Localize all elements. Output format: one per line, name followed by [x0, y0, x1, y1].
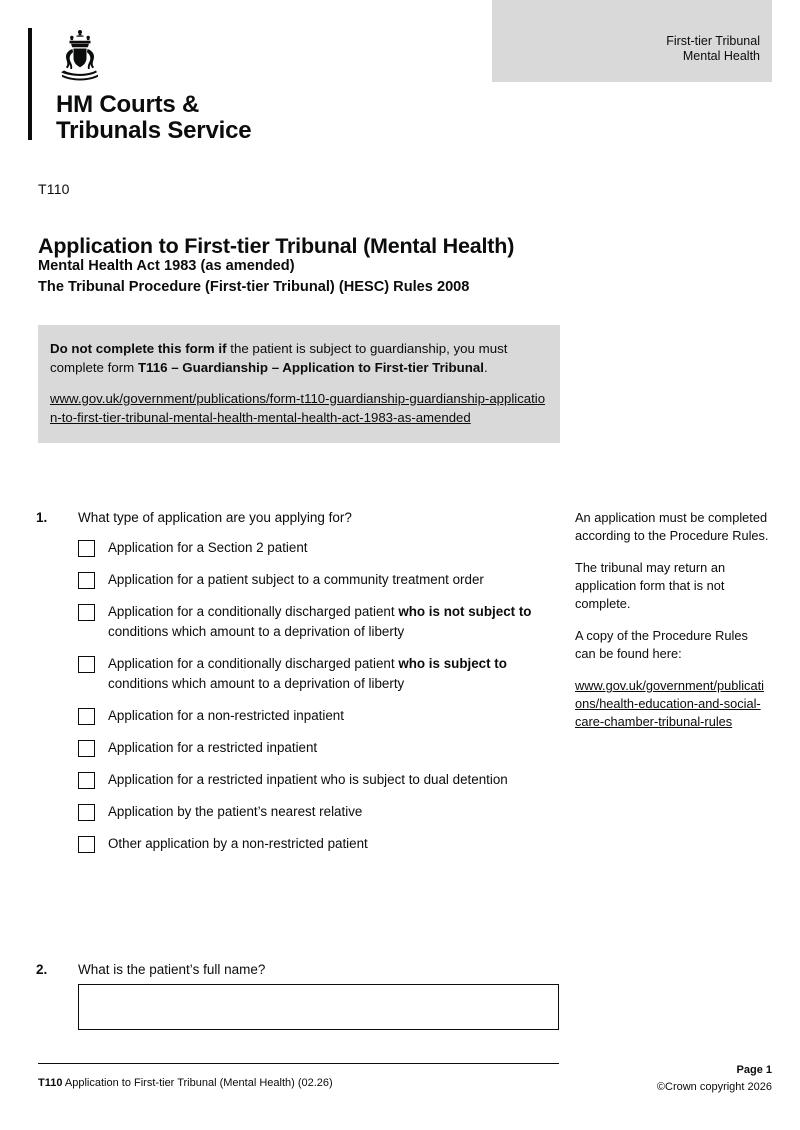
logo-rule	[28, 28, 32, 140]
option-conditionally-discharged-subject[interactable]	[78, 654, 568, 694]
organisation-name	[56, 92, 251, 144]
footer-divider	[38, 1063, 559, 1064]
guidance-paragraph-1: An application must be completed according to the Procedure Rules.	[575, 510, 769, 543]
header-band	[492, 0, 772, 82]
page-number: Page 1	[736, 1064, 772, 1076]
option-section-2-patient[interactable]	[78, 538, 568, 558]
option-other-non-restricted[interactable]	[78, 834, 568, 854]
form-code: T110	[38, 181, 70, 197]
question-2-text: What is the patient’s full name?	[78, 962, 266, 977]
option-label-pre: Application for a conditionally discharged patient	[108, 604, 399, 619]
footer-form-code: T110	[38, 1077, 63, 1089]
document-subtitle-line2: The Tribunal Procedure (First-tier Tribunal) (HESC) Rules 2008	[38, 279, 470, 295]
notice-text	[50, 339, 546, 377]
option-non-restricted-inpatient[interactable]	[78, 706, 568, 726]
copyright-notice: ©Crown copyright 2026	[656, 1081, 772, 1093]
hmcts-logo	[28, 28, 448, 144]
royal-crest-icon	[44, 28, 251, 84]
guardianship-notice	[38, 325, 560, 443]
option-label-post: conditions which amount to a deprivation of liberty	[108, 624, 405, 639]
document-subtitle	[38, 256, 469, 298]
option-label: Application for a Section 2 patient	[108, 540, 308, 555]
footer-page-info	[657, 1062, 772, 1096]
option-label: Application for a restricted inpatient who is subject to dual detention	[108, 772, 508, 787]
checkbox-icon[interactable]	[78, 772, 95, 789]
option-label-pre: Application for a conditionally discharged patient	[108, 656, 399, 671]
option-conditionally-discharged-not-subject[interactable]	[78, 602, 568, 642]
checkbox-icon[interactable]	[78, 656, 95, 673]
option-label-post: conditions which amount to a deprivation of liberty	[108, 676, 405, 691]
option-label-bold: who is subject to	[398, 656, 507, 671]
notice-bold-lead: Do not complete this form if	[50, 341, 227, 356]
question-1-text: What type of application are you applying for?	[78, 510, 352, 525]
question-2-number: 2.	[36, 962, 48, 977]
option-label: Application by the patient’s nearest relative	[108, 804, 363, 819]
option-label: Application for a patient subject to a community treatment order	[108, 572, 484, 587]
checkbox-icon[interactable]	[78, 804, 95, 821]
option-community-treatment-order[interactable]	[78, 570, 568, 590]
notice-text-mid: the patient is subject to guardianship, you must complete form	[50, 341, 508, 375]
guidance-paragraph-2: The tribunal may return an application form that is not complete.	[575, 560, 726, 611]
option-nearest-relative[interactable]	[78, 802, 568, 822]
option-restricted-inpatient-dual-detention[interactable]	[78, 770, 568, 790]
checkbox-icon[interactable]	[78, 540, 95, 557]
option-label: Application for a non-restricted inpatient	[108, 708, 344, 723]
checkbox-icon[interactable]	[78, 836, 95, 853]
tribunal-identifier-line2: Mental Health	[682, 49, 760, 63]
option-label: Other application by a non-restricted patient	[108, 836, 368, 851]
tribunal-identifier-line1: First-tier Tribunal	[666, 34, 760, 48]
page-title: Application to First-tier Tribunal (Mental Health)	[38, 234, 515, 259]
checkbox-icon[interactable]	[78, 604, 95, 621]
notice-bold-form: T116 – Guardianship – Application to First-tier Tribunal	[137, 360, 484, 375]
checkbox-icon[interactable]	[78, 740, 95, 757]
checkbox-icon[interactable]	[78, 572, 95, 589]
organisation-name-line1: HM Courts &	[56, 91, 200, 118]
tribunal-identifier	[666, 34, 760, 64]
option-restricted-inpatient[interactable]	[78, 738, 568, 758]
option-label-bold: who is not subject to	[398, 604, 532, 619]
guidance-sidebar	[575, 509, 771, 731]
question-1-number: 1.	[36, 510, 48, 525]
guidance-paragraph-3: A copy of the Procedure Rules can be found here:	[575, 628, 748, 661]
footer-form-description: Application to First-tier Tribunal (Mental Health) (02.26)	[62, 1077, 333, 1089]
patient-full-name-input[interactable]	[78, 984, 559, 1030]
option-label: Application for a restricted inpatient	[108, 740, 318, 755]
procedure-rules-link[interactable]: www.gov.uk/government/publications/health-education-and-social-care-chamber-tribunal-rules	[575, 678, 764, 729]
footer-form-reference	[38, 1077, 333, 1089]
guardianship-form-link[interactable]: www.gov.uk/government/publications/form-t110-guardianship-guardianship-application-to-first-tier-tribunal-mental-health-mental-health-act-1983-as-amended	[50, 391, 546, 425]
notice-text-end: .	[483, 360, 488, 375]
checkbox-icon[interactable]	[78, 708, 95, 725]
application-type-options	[78, 538, 568, 866]
document-subtitle-line1: Mental Health Act 1983 (as amended)	[38, 258, 295, 274]
organisation-name-line2: Tribunals Service	[56, 117, 252, 144]
